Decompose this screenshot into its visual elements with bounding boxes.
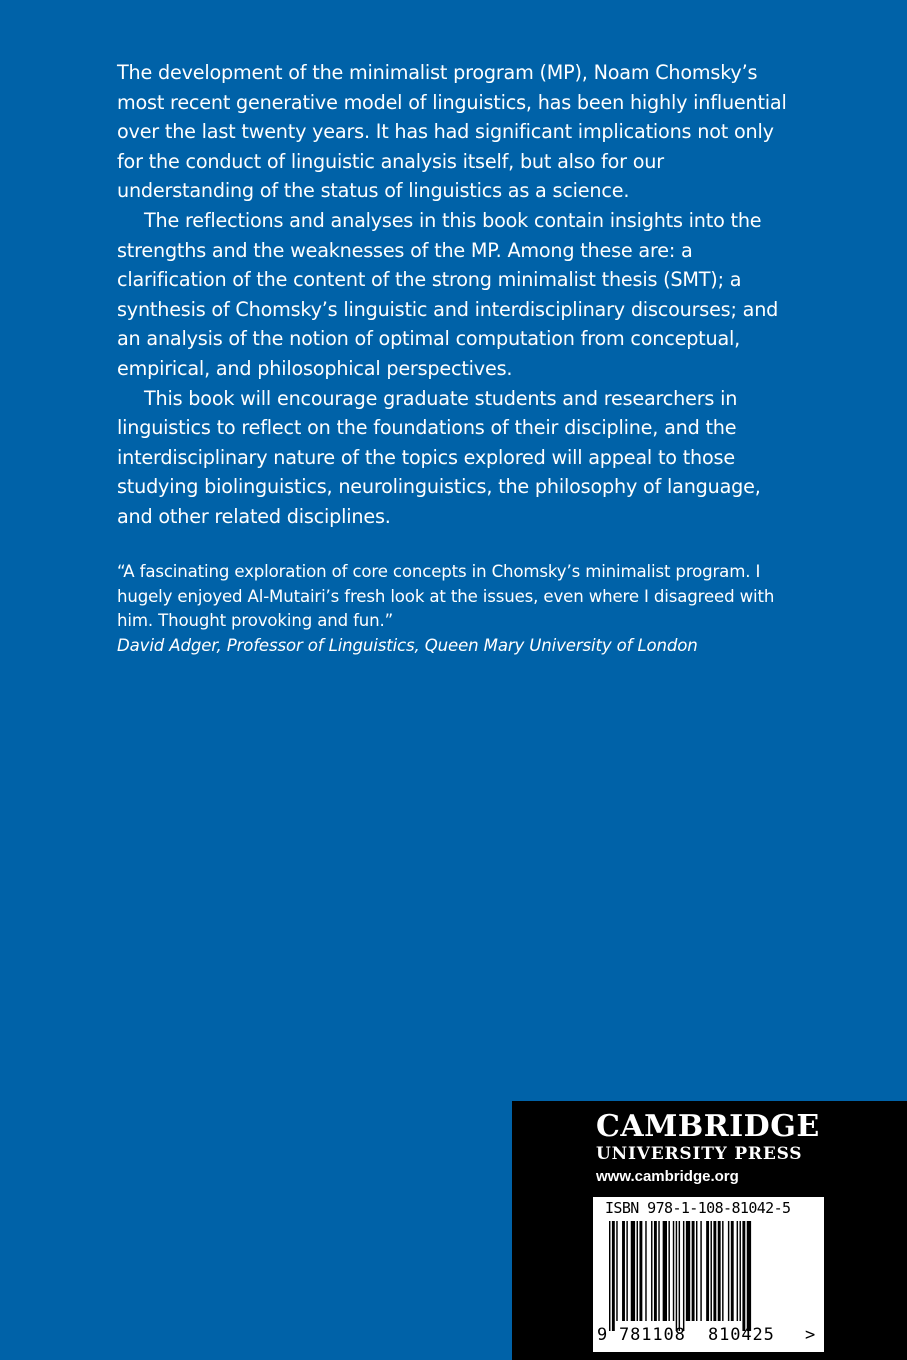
barcode-bar [728, 1221, 729, 1321]
barcode-bar [737, 1221, 738, 1321]
barcode-bar [700, 1221, 701, 1321]
barcode-bar [654, 1221, 657, 1321]
back-cover-blurb [117, 58, 797, 532]
barcode-bar [622, 1221, 625, 1321]
blurb-paragraph-1: The development of the minimalist program (MP), Noam Chomsky’s most recent generative model of linguistics, has been highly influential over the last twenty years. It has had significant implications not only for the conduct of linguistic analysis itself, but also for our understanding of the status of linguistics as a science. [117, 61, 787, 203]
barcode-bar [676, 1221, 677, 1331]
barcode-bar [718, 1221, 721, 1321]
barcode-bar [631, 1221, 635, 1321]
blurb-paragraph-3: This book will encourage graduate students and researchers in linguistics to reflect on the foundations of their discipline, and the interdisciplinary nature of the topics explored will appeal to those studying biolinguistics, neurolinguistics, the philosophy of language, and other related disciplines. [117, 386, 761, 528]
barcode-bar [673, 1221, 674, 1321]
endorsement-quote: “A fascinating exploration of core concepts in Chomsky’s minimalist program. I hugely enjoyed Al-Mutairi’s fresh look at the issues, even where I disagreed with him. Thought provoking and fun.” [117, 562, 775, 630]
barcode-bar [612, 1221, 615, 1331]
publisher-box [512, 1101, 907, 1360]
barcode-digit-group-1: 781108 [619, 1325, 686, 1345]
barcode-bar [637, 1221, 638, 1321]
barcode-bar [722, 1221, 723, 1321]
barcode-bar [683, 1221, 684, 1331]
barcode-bar [668, 1221, 669, 1321]
endorsement [117, 560, 797, 658]
barcode-bar [711, 1221, 712, 1321]
barcode-bar [663, 1221, 667, 1321]
publisher-subtitle: UNIVERSITY PRESS [596, 1144, 803, 1164]
publisher-name: CAMBRIDGE [596, 1109, 820, 1144]
barcode-bar [692, 1221, 695, 1321]
barcode-bar [731, 1221, 734, 1321]
barcode-bar [639, 1221, 642, 1321]
barcode-bar [645, 1221, 646, 1321]
barcode-bar [616, 1221, 617, 1321]
isbn-label: ISBN 978-1-108-81042-5 [605, 1199, 791, 1217]
barcode-bar [706, 1221, 709, 1321]
barcode-bar [609, 1221, 610, 1331]
barcode-bars [609, 1221, 805, 1331]
isbn-barcode [593, 1197, 824, 1352]
barcode-bar [742, 1221, 745, 1331]
barcode-bar [686, 1221, 690, 1321]
barcode-bar [696, 1221, 697, 1321]
barcode-bar [651, 1221, 652, 1321]
barcode-quiet-zone-marker: > [805, 1325, 816, 1345]
barcode-bar [740, 1221, 741, 1321]
barcode-bar [626, 1221, 627, 1321]
endorsement-attribution: David Adger, Professor of Linguistics, Queen Mary University of London [117, 635, 698, 655]
barcode-bar [747, 1221, 751, 1331]
barcode-digit-lead: 9 [597, 1325, 608, 1345]
publisher-url: www.cambridge.org [596, 1168, 739, 1185]
barcode-bar [679, 1221, 680, 1331]
blurb-paragraph-2: The reflections and analyses in this book contain insights into the strengths and the weaknesses of the MP. Among these are: a clarification of the content of the strong minimalist thesis (SMT); a synthesis of Chomsky’s linguistic and interdisciplinary discourses; and an analysis of the notion of optimal computation from conceptual, empirical, and philosophical perspectives. [117, 208, 779, 380]
barcode-bar [658, 1221, 659, 1321]
barcode-digit-group-2: 810425 [708, 1325, 775, 1345]
barcode-bar [713, 1221, 716, 1321]
